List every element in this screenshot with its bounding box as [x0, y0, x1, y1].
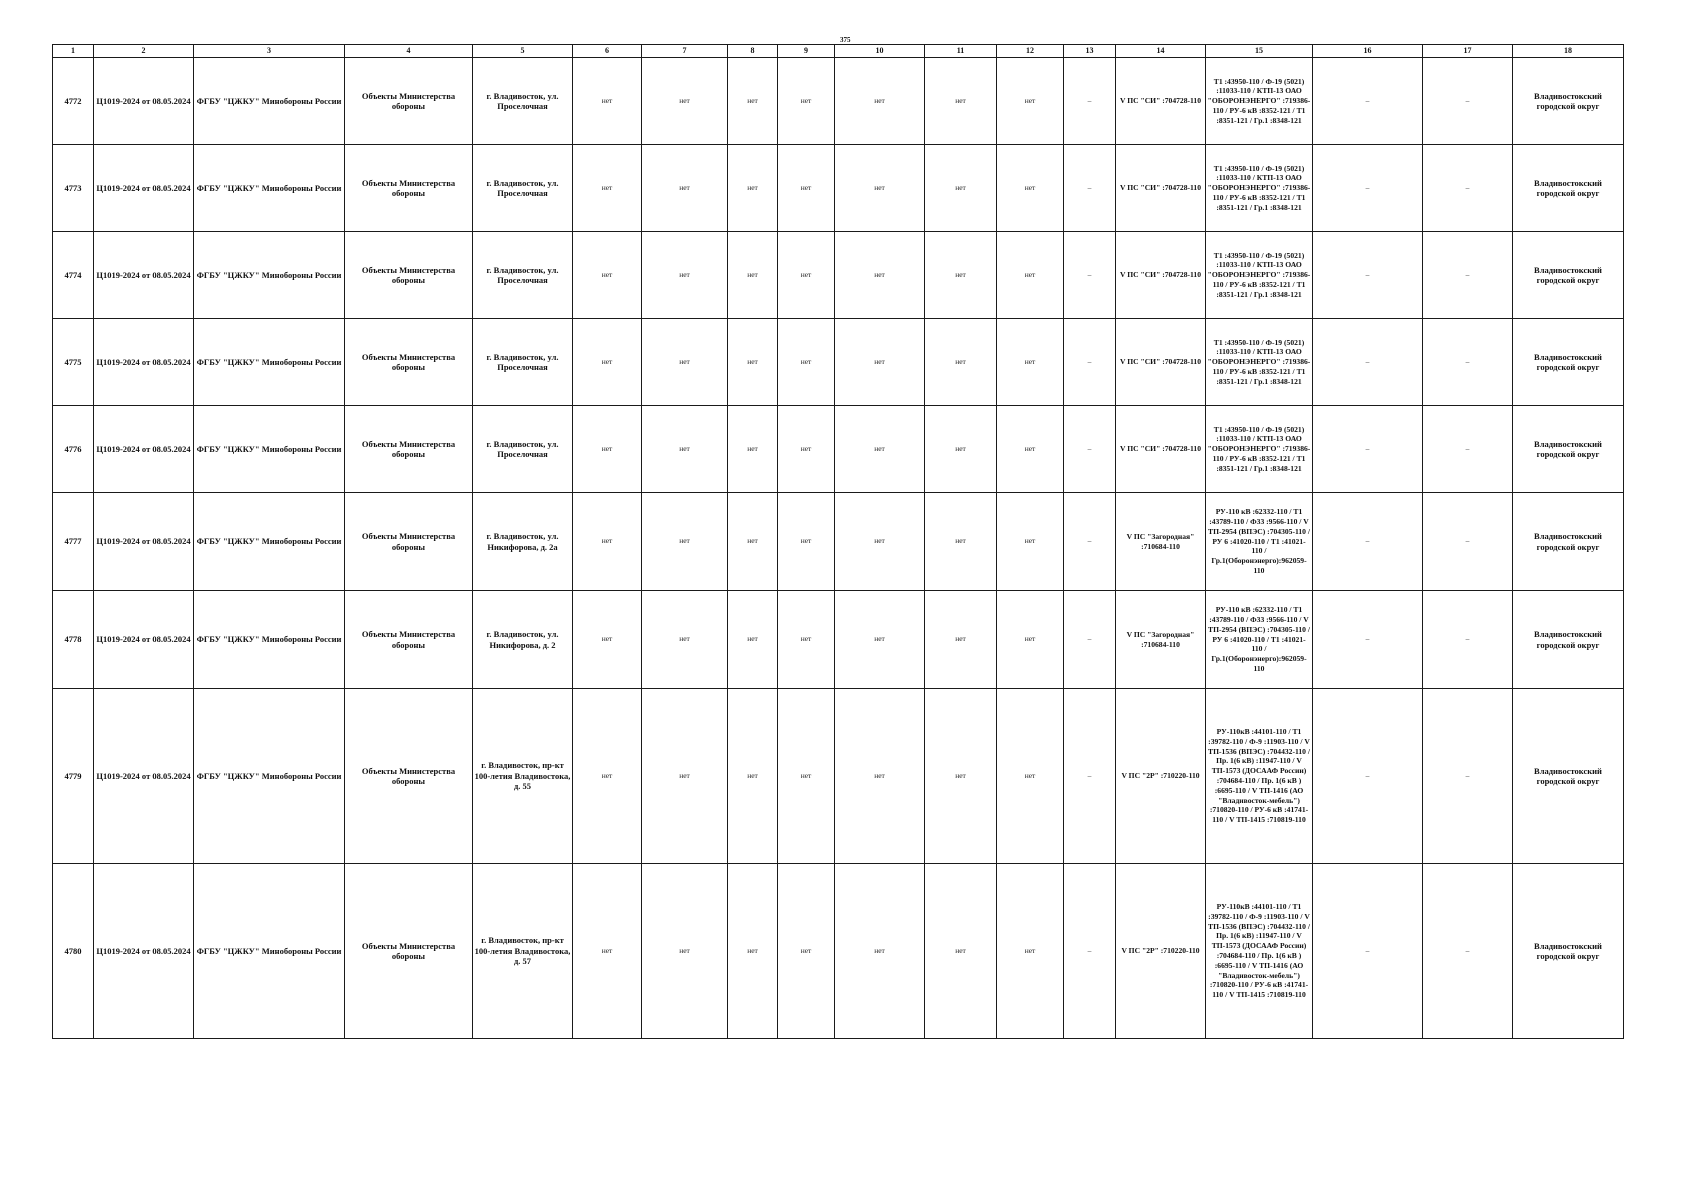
row-number: 4774: [53, 232, 94, 319]
column-header: 7: [642, 45, 728, 58]
object-type: Объекты Министерства обороны: [345, 232, 473, 319]
cell-13: –: [1064, 406, 1116, 493]
document-ref: Ц1019-2024 от 08.05.2024: [94, 319, 194, 406]
cell-16: –: [1313, 493, 1423, 591]
document-ref: Ц1019-2024 от 08.05.2024: [94, 689, 194, 864]
row-number: 4779: [53, 689, 94, 864]
column-header: 18: [1513, 45, 1624, 58]
table-row: [53, 591, 1624, 689]
district: Владивостокский городской округ: [1513, 319, 1624, 406]
cell-12: нет: [997, 58, 1064, 145]
cell-6: нет: [573, 232, 642, 319]
object-type: Объекты Министерства обороны: [345, 493, 473, 591]
cell-10: нет: [835, 591, 925, 689]
table-row: [53, 689, 1624, 864]
cell-9: нет: [778, 406, 835, 493]
cell-16: –: [1313, 58, 1423, 145]
address: г. Владивосток, ул. Проселочная: [473, 319, 573, 406]
cell-13: –: [1064, 319, 1116, 406]
column-header: 5: [473, 45, 573, 58]
cell-9: нет: [778, 145, 835, 232]
cell-9: нет: [778, 58, 835, 145]
object-type: Объекты Министерства обороны: [345, 864, 473, 1039]
cell-7: нет: [642, 58, 728, 145]
cell-16: –: [1313, 232, 1423, 319]
cell-11: нет: [925, 232, 997, 319]
cell-8: нет: [728, 232, 778, 319]
document-ref: Ц1019-2024 от 08.05.2024: [94, 58, 194, 145]
organization: ФГБУ "ЦЖКУ" Минобороны России: [194, 591, 345, 689]
table-row: [53, 493, 1624, 591]
column-header: 12: [997, 45, 1064, 58]
district: Владивостокский городской округ: [1513, 406, 1624, 493]
cell-13: –: [1064, 689, 1116, 864]
cell-8: нет: [728, 58, 778, 145]
organization: ФГБУ "ЦЖКУ" Минобороны России: [194, 406, 345, 493]
cell-7: нет: [642, 591, 728, 689]
cell-10: нет: [835, 406, 925, 493]
column-header: 6: [573, 45, 642, 58]
cell-7: нет: [642, 406, 728, 493]
cell-6: нет: [573, 864, 642, 1039]
cell-16: –: [1313, 864, 1423, 1039]
cell-10: нет: [835, 232, 925, 319]
cell-13: –: [1064, 493, 1116, 591]
cell-11: нет: [925, 319, 997, 406]
column-header: 16: [1313, 45, 1423, 58]
supply-chain: РУ-110 кВ :62332-110 / Т1 :43789-110 / Ф33 :9566-110 / V ТП-2954 (ВПЭС) :704305-110 / РУ 6 :41020-110 / Т1 :41021-110 / Гр.1(Оборонэнерго):962059-110: [1206, 591, 1313, 689]
cell-12: нет: [997, 689, 1064, 864]
district: Владивостокский городской округ: [1513, 145, 1624, 232]
column-header: 9: [778, 45, 835, 58]
cell-8: нет: [728, 406, 778, 493]
cell-11: нет: [925, 145, 997, 232]
supply-chain: РУ-110 кВ :62332-110 / Т1 :43789-110 / Ф33 :9566-110 / V ТП-2954 (ВПЭС) :704305-110 / РУ 6 :41020-110 / Т1 :41021-110 / Гр.1(Оборонэнерго):962059-110: [1206, 493, 1313, 591]
column-header: 2: [94, 45, 194, 58]
cell-11: нет: [925, 864, 997, 1039]
address: г. Владивосток, ул. Никифорова, д. 2а: [473, 493, 573, 591]
document-ref: Ц1019-2024 от 08.05.2024: [94, 145, 194, 232]
cell-6: нет: [573, 319, 642, 406]
cell-9: нет: [778, 591, 835, 689]
cell-17: –: [1423, 591, 1513, 689]
cell-9: нет: [778, 232, 835, 319]
cell-11: нет: [925, 58, 997, 145]
organization: ФГБУ "ЦЖКУ" Минобороны России: [194, 145, 345, 232]
object-type: Объекты Министерства обороны: [345, 406, 473, 493]
column-header: 14: [1116, 45, 1206, 58]
cell-8: нет: [728, 591, 778, 689]
cell-11: нет: [925, 689, 997, 864]
substation: V ПС "2Р" :710220-110: [1116, 864, 1206, 1039]
cell-11: нет: [925, 591, 997, 689]
cell-16: –: [1313, 145, 1423, 232]
cell-6: нет: [573, 58, 642, 145]
cell-9: нет: [778, 319, 835, 406]
cell-7: нет: [642, 232, 728, 319]
cell-11: нет: [925, 493, 997, 591]
cell-8: нет: [728, 493, 778, 591]
cell-7: нет: [642, 145, 728, 232]
document-ref: Ц1019-2024 от 08.05.2024: [94, 591, 194, 689]
cell-11: нет: [925, 406, 997, 493]
cell-17: –: [1423, 319, 1513, 406]
cell-8: нет: [728, 319, 778, 406]
header-row: [53, 45, 1624, 58]
object-type: Объекты Министерства обороны: [345, 319, 473, 406]
document-ref: Ц1019-2024 от 08.05.2024: [94, 406, 194, 493]
column-header: 11: [925, 45, 997, 58]
cell-17: –: [1423, 58, 1513, 145]
organization: ФГБУ "ЦЖКУ" Минобороны России: [194, 493, 345, 591]
substation: V ПС "СИ" :704728-110: [1116, 232, 1206, 319]
cell-7: нет: [642, 864, 728, 1039]
cell-16: –: [1313, 319, 1423, 406]
cell-8: нет: [728, 145, 778, 232]
address: г. Владивосток, ул. Проселочная: [473, 406, 573, 493]
cell-17: –: [1423, 493, 1513, 591]
supply-chain: Т1 :43950-110 / Ф-19 (5021) :11033-110 / КТП-13 ОАО "ОБОРОНЭНЕРГО" :719386-110 / РУ-6 кВ :8352-121 / Т1 :8351-121 / Гр.1 :8348-121: [1206, 406, 1313, 493]
supply-chain: Т1 :43950-110 / Ф-19 (5021) :11033-110 / КТП-13 ОАО "ОБОРОНЭНЕРГО" :719386-110 / РУ-6 кВ :8352-121 / Т1 :8351-121 / Гр.1 :8348-121: [1206, 145, 1313, 232]
district: Владивостокский городской округ: [1513, 591, 1624, 689]
supply-chain: РУ-110кВ :44101-110 / Т1 :39782-110 / Ф-9 :11903-110 / V ТП-1536 (ВПЭС) :704432-110 / Пр. 1(6 кВ) :11947-110 / V ТП-1573 (ДОСААФ России) :704684-110 / Пр. 1(6 кВ ) :6695-110 / V ТП-1416 (АО "Владивосток-мебель") :710820-110 / РУ-6 кВ :41741-110 / V ТП-1415 :710819-110: [1206, 864, 1313, 1039]
cell-17: –: [1423, 406, 1513, 493]
cell-10: нет: [835, 145, 925, 232]
address: г. Владивосток, ул. Никифорова, д. 2: [473, 591, 573, 689]
cell-16: –: [1313, 689, 1423, 864]
cell-6: нет: [573, 689, 642, 864]
cell-6: нет: [573, 591, 642, 689]
row-number: 4780: [53, 864, 94, 1039]
cell-13: –: [1064, 591, 1116, 689]
table-row: [53, 864, 1624, 1039]
cell-7: нет: [642, 319, 728, 406]
row-number: 4777: [53, 493, 94, 591]
row-number: 4775: [53, 319, 94, 406]
substation: V ПС "СИ" :704728-110: [1116, 58, 1206, 145]
address: г. Владивосток, ул. Проселочная: [473, 232, 573, 319]
cell-10: нет: [835, 689, 925, 864]
supply-chain: Т1 :43950-110 / Ф-19 (5021) :11033-110 / КТП-13 ОАО "ОБОРОНЭНЕРГО" :719386-110 / РУ-6 кВ :8352-121 / Т1 :8351-121 / Гр.1 :8348-121: [1206, 58, 1313, 145]
cell-12: нет: [997, 232, 1064, 319]
supply-chain: Т1 :43950-110 / Ф-19 (5021) :11033-110 / КТП-13 ОАО "ОБОРОНЭНЕРГО" :719386-110 / РУ-6 кВ :8352-121 / Т1 :8351-121 / Гр.1 :8348-121: [1206, 232, 1313, 319]
row-number: 4776: [53, 406, 94, 493]
object-type: Объекты Министерства обороны: [345, 58, 473, 145]
table-row: [53, 145, 1624, 232]
address: г. Владивосток, ул. Проселочная: [473, 58, 573, 145]
column-header: 1: [53, 45, 94, 58]
cell-12: нет: [997, 406, 1064, 493]
document-ref: Ц1019-2024 от 08.05.2024: [94, 493, 194, 591]
cell-10: нет: [835, 493, 925, 591]
address: г. Владивосток, пр-кт 100-летия Владивостока, д. 57: [473, 864, 573, 1039]
cell-16: –: [1313, 591, 1423, 689]
organization: ФГБУ "ЦЖКУ" Минобороны России: [194, 319, 345, 406]
cell-6: нет: [573, 406, 642, 493]
cell-10: нет: [835, 864, 925, 1039]
cell-13: –: [1064, 58, 1116, 145]
substation: V ПС "2Р" :710220-110: [1116, 689, 1206, 864]
substation: V ПС "Загородная" :710684-110: [1116, 493, 1206, 591]
cell-12: нет: [997, 145, 1064, 232]
substation: V ПС "СИ" :704728-110: [1116, 406, 1206, 493]
object-type: Объекты Министерства обороны: [345, 689, 473, 864]
table-row: [53, 319, 1624, 406]
district: Владивостокский городской округ: [1513, 493, 1624, 591]
district: Владивостокский городской округ: [1513, 689, 1624, 864]
substation: V ПС "Загородная" :710684-110: [1116, 591, 1206, 689]
cell-10: нет: [835, 58, 925, 145]
object-type: Объекты Министерства обороны: [345, 145, 473, 232]
supply-chain: Т1 :43950-110 / Ф-19 (5021) :11033-110 / КТП-13 ОАО "ОБОРОНЭНЕРГО" :719386-110 / РУ-6 кВ :8352-121 / Т1 :8351-121 / Гр.1 :8348-121: [1206, 319, 1313, 406]
column-header: 10: [835, 45, 925, 58]
row-number: 4773: [53, 145, 94, 232]
cell-17: –: [1423, 689, 1513, 864]
cell-7: нет: [642, 689, 728, 864]
column-header: 3: [194, 45, 345, 58]
cell-10: нет: [835, 319, 925, 406]
row-number: 4772: [53, 58, 94, 145]
cell-12: нет: [997, 591, 1064, 689]
cell-17: –: [1423, 232, 1513, 319]
column-header: 4: [345, 45, 473, 58]
column-header: 8: [728, 45, 778, 58]
address: г. Владивосток, ул. Проселочная: [473, 145, 573, 232]
supply-chain: РУ-110кВ :44101-110 / Т1 :39782-110 / Ф-9 :11903-110 / V ТП-1536 (ВПЭС) :704432-110 / Пр. 1(6 кВ) :11947-110 / V ТП-1573 (ДОСААФ России) :704684-110 / Пр. 1(6 кВ ) :6695-110 / V ТП-1416 (АО "Владивосток-мебель") :710820-110 / РУ-6 кВ :41741-110 / V ТП-1415 :710819-110: [1206, 689, 1313, 864]
cell-13: –: [1064, 864, 1116, 1039]
cell-6: нет: [573, 493, 642, 591]
column-header: 15: [1206, 45, 1313, 58]
object-type: Объекты Министерства обороны: [345, 591, 473, 689]
organization: ФГБУ "ЦЖКУ" Минобороны России: [194, 58, 345, 145]
table-row: [53, 406, 1624, 493]
district: Владивостокский городской округ: [1513, 232, 1624, 319]
cell-13: –: [1064, 145, 1116, 232]
cell-12: нет: [997, 864, 1064, 1039]
cell-12: нет: [997, 319, 1064, 406]
substation: V ПС "СИ" :704728-110: [1116, 145, 1206, 232]
row-number: 4778: [53, 591, 94, 689]
cell-8: нет: [728, 864, 778, 1039]
cell-17: –: [1423, 864, 1513, 1039]
table-row: [53, 232, 1624, 319]
organization: ФГБУ "ЦЖКУ" Минобороны России: [194, 864, 345, 1039]
document-ref: Ц1019-2024 от 08.05.2024: [94, 864, 194, 1039]
organization: ФГБУ "ЦЖКУ" Минобороны России: [194, 689, 345, 864]
district: Владивостокский городской округ: [1513, 58, 1624, 145]
document-ref: Ц1019-2024 от 08.05.2024: [94, 232, 194, 319]
column-header: 13: [1064, 45, 1116, 58]
page-number: 375: [840, 36, 851, 44]
cell-9: нет: [778, 864, 835, 1039]
organization: ФГБУ "ЦЖКУ" Минобороны России: [194, 232, 345, 319]
district: Владивостокский городской округ: [1513, 864, 1624, 1039]
substation: V ПС "СИ" :704728-110: [1116, 319, 1206, 406]
cell-12: нет: [997, 493, 1064, 591]
address: г. Владивосток, пр-кт 100-летия Владивостока, д. 55: [473, 689, 573, 864]
table-row: [53, 58, 1624, 145]
cell-9: нет: [778, 689, 835, 864]
cell-16: –: [1313, 406, 1423, 493]
column-header: 17: [1423, 45, 1513, 58]
cell-7: нет: [642, 493, 728, 591]
cell-9: нет: [778, 493, 835, 591]
cell-13: –: [1064, 232, 1116, 319]
cell-17: –: [1423, 145, 1513, 232]
cell-6: нет: [573, 145, 642, 232]
register-table: [52, 44, 1624, 1039]
cell-8: нет: [728, 689, 778, 864]
